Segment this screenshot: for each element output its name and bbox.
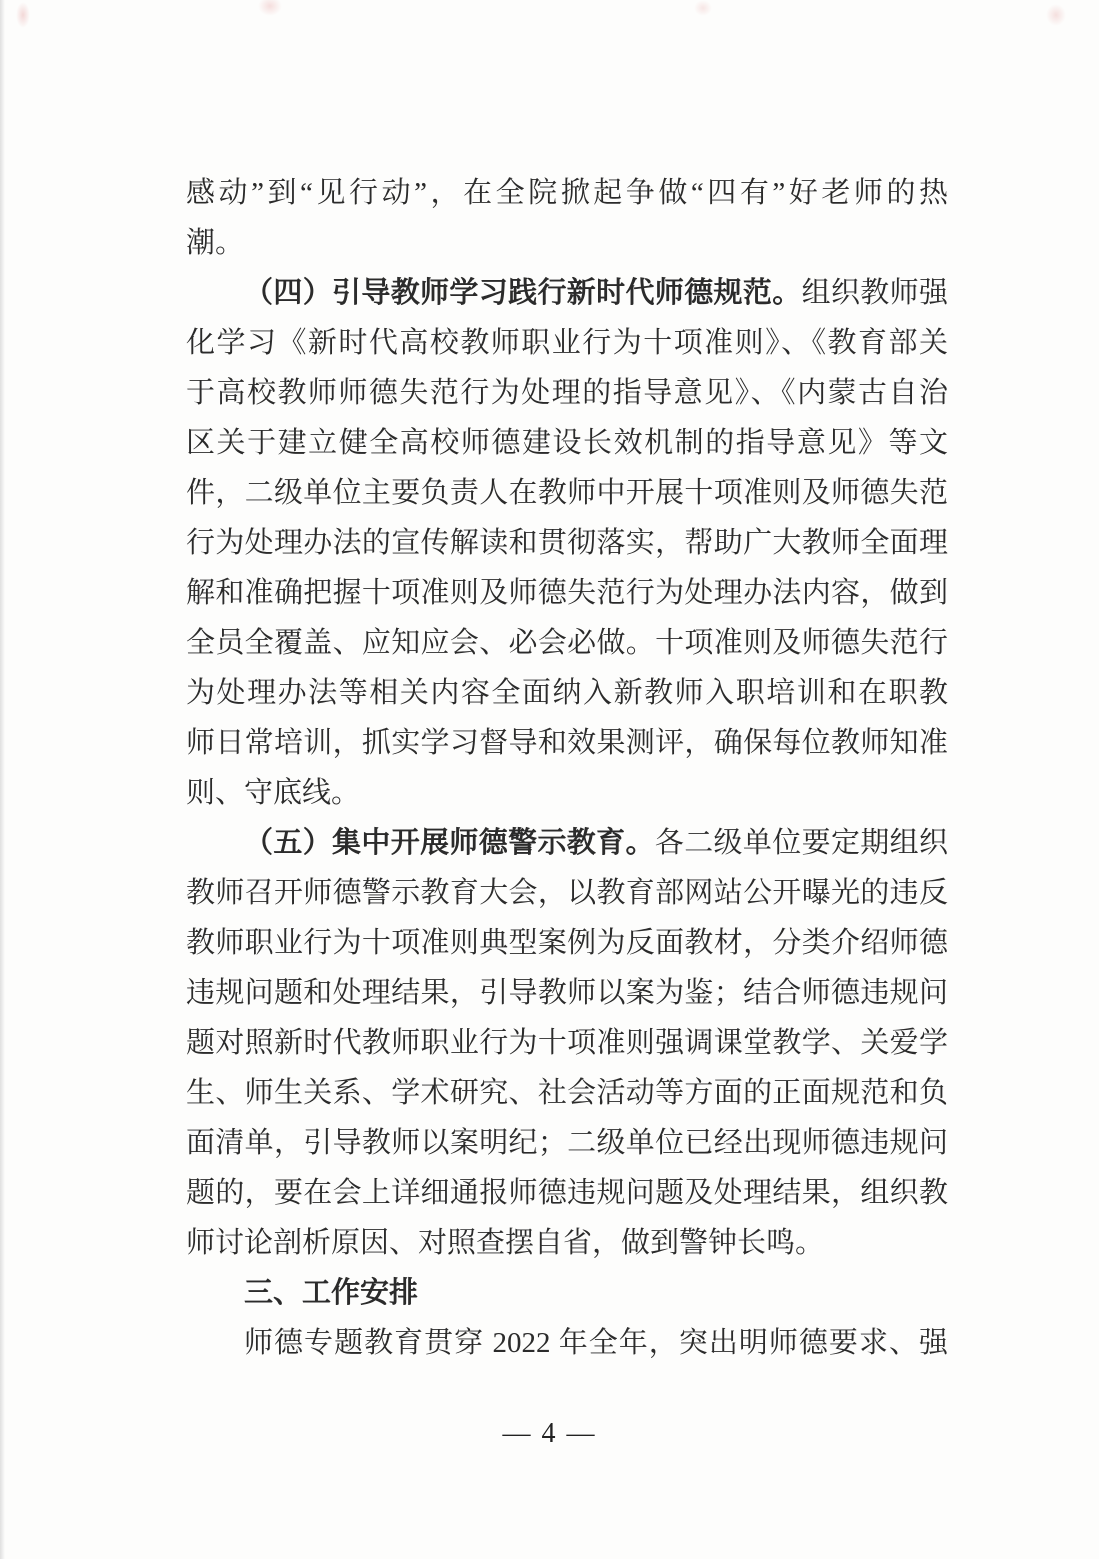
scan-artifact: [1046, 4, 1066, 26]
text-line: [186, 718, 948, 768]
text-line: [186, 1218, 948, 1268]
text-line: [186, 468, 948, 518]
text-line: [186, 568, 948, 618]
text-line: [186, 1018, 948, 1068]
text-line: [186, 618, 948, 668]
text-line: [186, 1318, 948, 1368]
body-text: 则、守底线。: [186, 777, 361, 809]
text-line: [186, 218, 948, 268]
text-line: [186, 318, 948, 368]
body-text: 题对照新时代教师职业行为十项准则强调课堂教学、关爱学: [186, 1027, 948, 1059]
text-line: [186, 918, 948, 968]
text-line: [186, 418, 948, 468]
body-text: 化学习《新时代高校教师职业行为十项准则》、《教育部关: [186, 327, 948, 359]
scan-edge-shadow: [0, 0, 5, 1559]
text-line: [186, 1268, 948, 1318]
body-text: 件，二级单位主要负责人在教师中开展十项准则及师德失范: [186, 477, 948, 509]
text-line: [186, 168, 948, 218]
body-text: 解和准确把握十项准则及师德失范行为处理办法内容，做到: [186, 577, 948, 609]
text-line: [186, 518, 948, 568]
body-text: 组织教师强: [801, 277, 948, 309]
body-text: 为处理办法等相关内容全面纳入新教师入职培训和在职教: [186, 677, 948, 709]
body-text: 行为处理办法的宣传解读和贯彻落实，帮助广大教师全面理: [186, 527, 948, 559]
text-line: [186, 668, 948, 718]
document-body: [186, 168, 948, 1368]
body-text: 感动”到“见行动”，在全院掀起争做“四有”好老师的热: [186, 177, 948, 209]
body-text: 违规问题和处理结果，引导教师以案为鉴；结合师德违规问: [186, 977, 948, 1009]
body-text: 师德专题教育贯穿 2022 年全年，突出明师德要求、强: [244, 1327, 948, 1359]
body-text: 各二级单位要定期组织: [654, 827, 948, 859]
text-line: [186, 1118, 948, 1168]
body-text: 面清单，引导教师以案明纪；二级单位已经出现师德违规问: [186, 1127, 948, 1159]
bold-heading: （五）集中开展师德警示教育。: [244, 827, 655, 859]
text-line: [186, 368, 948, 418]
text-line: [186, 818, 948, 868]
body-text: 题的，要在会上详细通报师德违规问题及处理结果，组织教: [186, 1177, 948, 1209]
body-text: 生、师生关系、学术研究、社会活动等方面的正面规范和负: [186, 1077, 948, 1109]
body-text: 区关于建立健全高校师德建设长效机制的指导意见》等文: [186, 427, 948, 459]
body-text: 师讨论剖析原因、对照查摆自省，做到警钟长鸣。: [186, 1227, 825, 1259]
scan-artifact: [258, 0, 282, 16]
page-number: — 4 —: [502, 1418, 597, 1449]
body-text: 于高校教师师德失范行为处理的指导意见》、《内蒙古自治: [186, 377, 948, 409]
text-line: [186, 968, 948, 1018]
body-text: 师日常培训，抓实学习督导和效果测评，确保每位教师知准: [186, 727, 948, 759]
text-line: [186, 1168, 948, 1218]
body-text: 潮。: [186, 227, 245, 259]
text-line: [186, 768, 948, 818]
bold-heading: 三、工作安排: [244, 1277, 419, 1309]
bold-heading: （四）引导教师学习践行新时代师德规范。: [244, 277, 802, 309]
body-text: 教师职业行为十项准则典型案例为反面教材，分类介绍师德: [186, 927, 948, 959]
text-line: [186, 1068, 948, 1118]
scan-artifact: [694, 0, 712, 16]
body-text: 教师召开师德警示教育大会，以教育部网站公开曝光的违反: [186, 877, 948, 909]
text-line: [186, 268, 948, 318]
text-line: [186, 868, 948, 918]
scan-artifact: [16, 2, 30, 28]
body-text: 全员全覆盖、应知应会、必会必做。十项准则及师德失范行: [186, 627, 948, 659]
